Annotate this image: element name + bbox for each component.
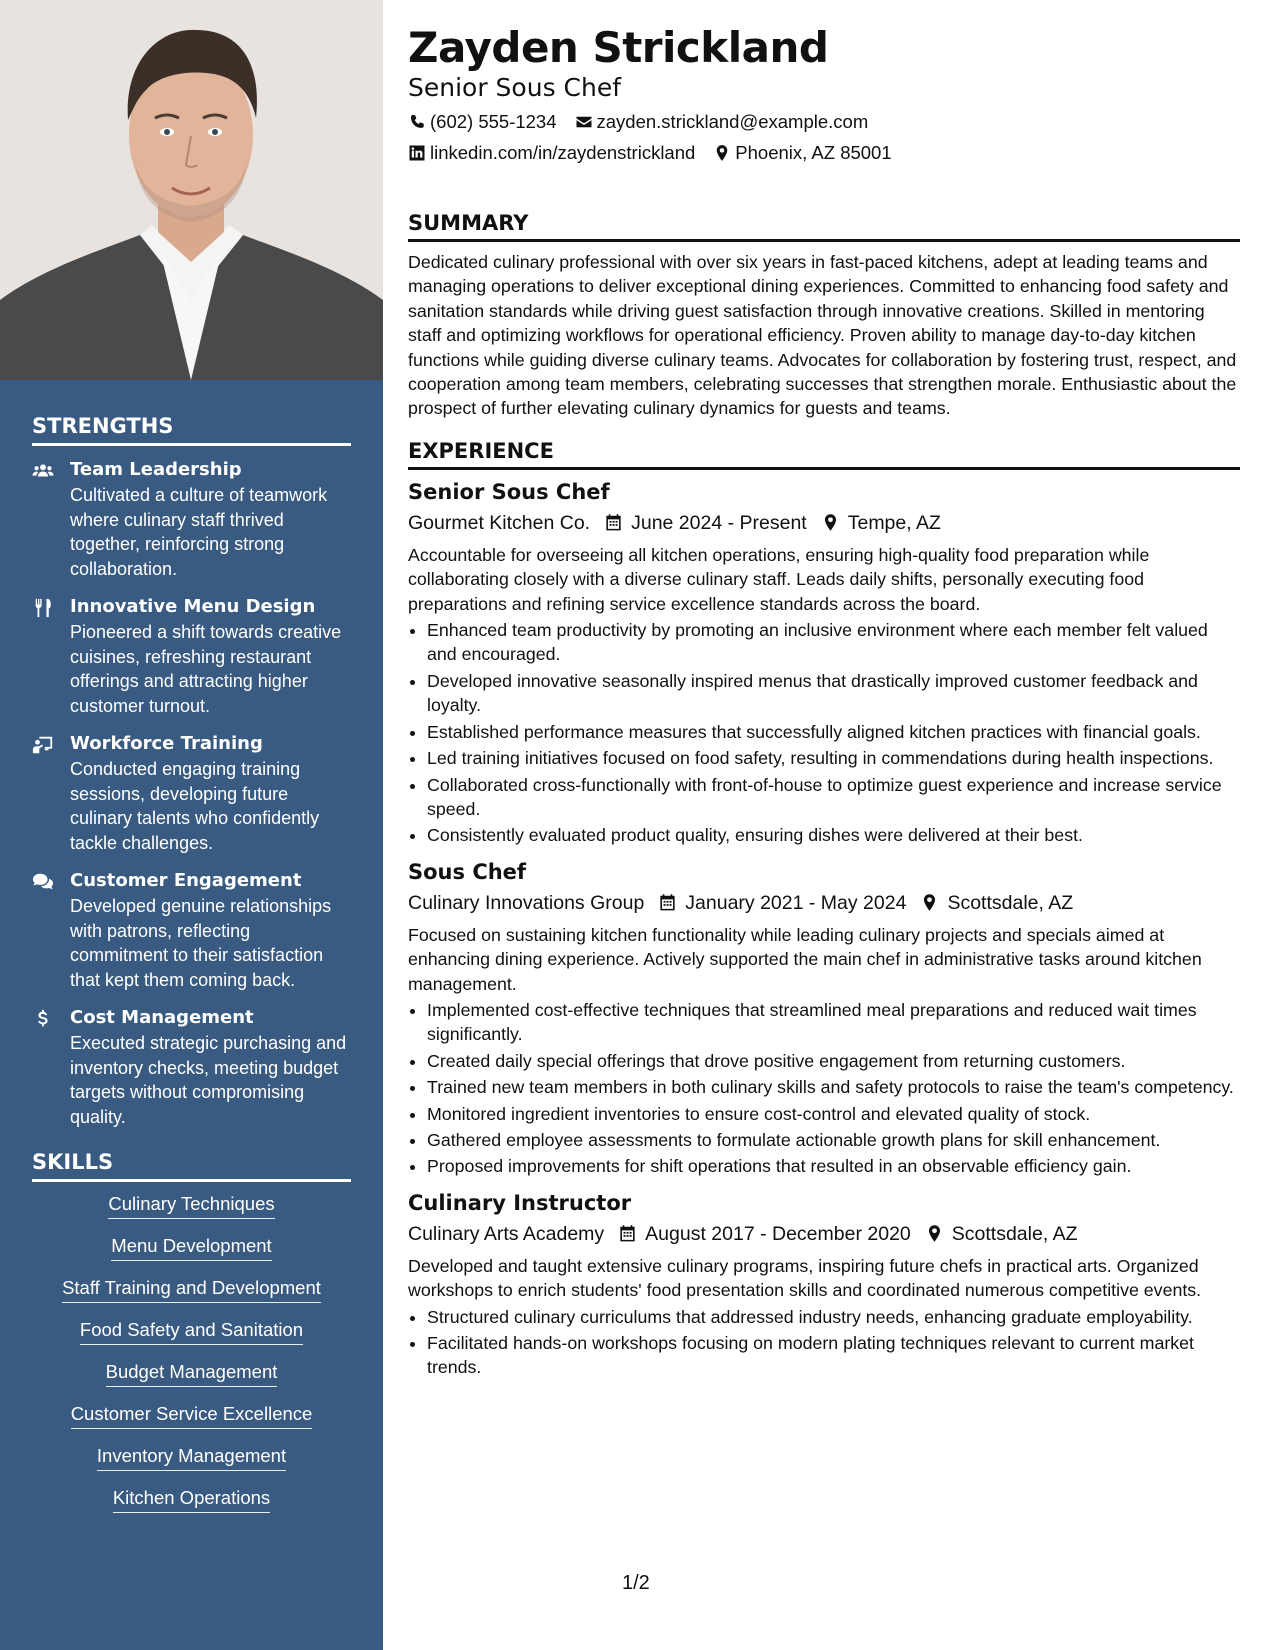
strength-item xyxy=(32,596,351,718)
job-entry xyxy=(408,1189,1240,1380)
contact-row-2 xyxy=(408,141,1240,165)
strength-title: Customer Engagement xyxy=(70,870,302,891)
map-pin-icon xyxy=(713,144,731,162)
skill-label: Food Safety and Sanitation xyxy=(80,1318,303,1345)
job-entry xyxy=(408,858,1240,1179)
email-text: zayden.strickland@example.com xyxy=(596,111,869,132)
skill-label: Staff Training and Development xyxy=(62,1276,321,1303)
phone-icon xyxy=(408,113,426,131)
skill-item xyxy=(32,1234,351,1261)
sidebar xyxy=(0,0,383,1650)
skill-label: Culinary Techniques xyxy=(108,1192,274,1219)
strength-desc: Cultivated a culture of teamwork where culinary staff thrived together, reinforcing strong collaboration. xyxy=(70,485,328,579)
map-pin-icon xyxy=(920,893,939,912)
job-bullet: • Gathered employee assessments to formulate actionable growth plans for skill enhancement. xyxy=(427,1128,1240,1152)
job-bullet: • Developed innovative seasonally inspired menus that drastically improved customer feedback and loyalty. xyxy=(427,669,1240,718)
skill-item xyxy=(32,1360,351,1387)
skill-item xyxy=(32,1276,351,1303)
job-meta xyxy=(408,1220,1240,1248)
job-bullet: • Proposed improvements for shift operations that resulted in an observable efficiency gain. xyxy=(427,1154,1240,1178)
experience-heading: EXPERIENCE xyxy=(408,439,1240,470)
strength-body xyxy=(70,733,351,855)
phone-text: (602) 555-1234 xyxy=(430,111,557,132)
skill-label: Budget Management xyxy=(106,1360,278,1387)
users-icon xyxy=(32,460,54,482)
linkedin-contact[interactable] xyxy=(408,141,695,165)
job-location: Scottsdale, AZ xyxy=(947,891,1074,914)
job-company: Gourmet Kitchen Co. xyxy=(408,511,591,534)
job-title: Senior Sous Chef xyxy=(408,479,610,504)
utensils-icon xyxy=(32,597,54,619)
skill-item xyxy=(32,1444,351,1471)
strength-icon-wrap xyxy=(32,870,70,992)
job-bullet: • Trained new team members in both culinary skills and safety protocols to raise the team's competency. xyxy=(427,1075,1240,1099)
job-meta xyxy=(408,889,1240,917)
job-bullet: • Established performance measures that successfully aligned kitchen practices with financial goals. xyxy=(427,720,1240,744)
strength-desc: Executed strategic purchasing and inventory checks, meeting budget targets without compromising quality. xyxy=(70,1033,347,1127)
location-contact xyxy=(713,141,891,165)
strength-item xyxy=(32,870,351,992)
job-company: Culinary Arts Academy xyxy=(408,1222,605,1245)
skill-item xyxy=(32,1192,351,1219)
calendar-icon xyxy=(618,1224,637,1243)
job-dates: January 2021 - May 2024 xyxy=(685,891,907,914)
contact-row-1 xyxy=(408,110,1240,134)
page-number: 1/2 xyxy=(622,1572,650,1594)
job-dates: June 2024 - Present xyxy=(631,511,807,534)
strength-title: Workforce Training xyxy=(70,733,263,754)
candidate-name: Zayden Strickland xyxy=(408,23,829,72)
skills-list xyxy=(32,1192,351,1513)
job-company: Culinary Innovations Group xyxy=(408,891,645,914)
job-bullets xyxy=(408,1305,1240,1380)
skill-label: Customer Service Excellence xyxy=(71,1402,313,1429)
strength-icon-wrap xyxy=(32,733,70,855)
strengths-heading: STRENGTHS xyxy=(32,414,351,446)
job-title: Culinary Instructor xyxy=(408,1190,632,1215)
job-entry xyxy=(408,478,1240,848)
job-bullet: • Implemented cost-effective techniques that streamlined meal preparations and reduced wait times significantly. xyxy=(427,998,1240,1047)
job-meta xyxy=(408,509,1240,537)
strength-icon-wrap xyxy=(32,459,70,581)
skills-heading: SKILLS xyxy=(32,1150,351,1182)
phone-contact[interactable] xyxy=(408,110,557,134)
strength-title: Innovative Menu Design xyxy=(70,596,316,617)
envelope-icon xyxy=(575,113,593,131)
skill-item xyxy=(32,1318,351,1345)
summary-text: Dedicated culinary professional with over six years in fast-paced kitchens, adept at leading teams and managing operations to deliver exceptional dining experiences. Committed to enhancing food safety and sanitation standards while driving guest satisfaction through innovative creations. Skilled in mentoring staff and optimizing workflows for operational efficiency. Proven ability to manage day-to-day kitchen functions while guiding diverse culinary teams. Advocates for collaboration by fostering trust, respect, and cooperation among team members, celebrating successes that strengthen morale. Enthusiastic about the prospect of further elevating culinary dynamics for guests and teams. xyxy=(408,252,1237,419)
job-bullet: • Led training initiatives focused on food safety, resulting in commendations during health inspections. xyxy=(427,746,1240,770)
job-location: Scottsdale, AZ xyxy=(951,1222,1078,1245)
strength-desc: Pioneered a shift towards creative cuisines, refreshing restaurant offerings and attracting higher customer turnout. xyxy=(70,622,342,716)
experience-list xyxy=(408,478,1240,1380)
strength-item xyxy=(32,733,351,855)
job-bullets xyxy=(408,618,1240,848)
job-bullet: • Facilitated hands-on workshops focusing on modern plating techniques relevant to current market trends. xyxy=(427,1331,1240,1380)
summary-heading: SUMMARY xyxy=(408,211,1240,242)
dollar-icon xyxy=(32,1008,54,1030)
calendar-icon xyxy=(604,513,623,532)
skill-item xyxy=(32,1402,351,1429)
strength-body xyxy=(70,1007,351,1129)
map-pin-icon xyxy=(821,513,840,532)
strengths-list xyxy=(32,459,351,1129)
skill-label: Kitchen Operations xyxy=(113,1486,270,1513)
candidate-role: Senior Sous Chef xyxy=(408,73,622,102)
strength-desc: Developed genuine relationships with patrons, reflecting commitment to their satisfaction that kept them coming back. xyxy=(70,896,332,990)
job-dates: August 2017 - December 2020 xyxy=(645,1222,911,1245)
linkedin-text: linkedin.com/in/zaydenstrickland xyxy=(430,142,696,163)
job-bullets xyxy=(408,998,1240,1179)
job-location: Tempe, AZ xyxy=(847,511,941,534)
job-bullet: • Structured culinary curriculums that addressed industry needs, enhancing graduate employability. xyxy=(427,1305,1240,1329)
location-text: Phoenix, AZ 85001 xyxy=(735,142,892,163)
job-description: Accountable for overseeing all kitchen operations, ensuring high-quality food preparation while collaborating closely with a diverse culinary staff. Leads daily shifts, personally executing food preparations and refining service excellence standards across the board. xyxy=(408,544,1150,614)
strength-title: Cost Management xyxy=(70,1007,254,1028)
linkedin-icon xyxy=(408,144,426,162)
job-bullet: • Consistently evaluated product quality, ensuring dishes were delivered at their best. xyxy=(427,823,1240,847)
skill-item xyxy=(32,1486,351,1513)
strength-body xyxy=(70,459,351,581)
strength-icon-wrap xyxy=(32,596,70,718)
strength-desc: Conducted engaging training sessions, developing future culinary talents who confidently tackle challenges. xyxy=(70,759,320,853)
job-description: Focused on sustaining kitchen functionality while leading culinary projects and specials aimed at enhancing dining experience. Actively supported the main chef in administrative tasks around kitchen management. xyxy=(408,924,1202,994)
job-bullet: • Created daily special offerings that drove positive engagement from returning customers. xyxy=(427,1049,1240,1073)
job-bullet: • Monitored ingredient inventories to ensure cost-control and elevated quality of stock. xyxy=(427,1102,1240,1126)
strength-body xyxy=(70,596,351,718)
strength-item xyxy=(32,459,351,581)
job-title: Sous Chef xyxy=(408,859,527,884)
strength-body xyxy=(70,870,351,992)
strength-item xyxy=(32,1007,351,1129)
skill-label: Inventory Management xyxy=(97,1444,286,1471)
strength-title: Team Leadership xyxy=(70,459,242,480)
main-content xyxy=(408,0,1240,1390)
email-contact[interactable] xyxy=(575,110,869,134)
job-bullet: • Enhanced team productivity by promoting an inclusive environment where each member felt valued and encouraged. xyxy=(427,618,1240,667)
map-pin-icon xyxy=(925,1224,944,1243)
job-bullet: • Collaborated cross-functionally with front-of-house to optimize guest experience and increase service speed. xyxy=(427,773,1240,822)
job-description: Developed and taught extensive culinary programs, inspiring future chefs in practical arts. Organized workshops to enrich students' food presentation skills and coordinated numerous competitive events. xyxy=(408,1255,1202,1301)
strength-icon-wrap xyxy=(32,1007,70,1129)
chalkboard-teacher-icon xyxy=(32,734,54,756)
skill-label: Menu Development xyxy=(111,1234,271,1261)
comments-icon xyxy=(32,871,54,893)
profile-photo xyxy=(0,0,383,380)
calendar-icon xyxy=(658,893,677,912)
